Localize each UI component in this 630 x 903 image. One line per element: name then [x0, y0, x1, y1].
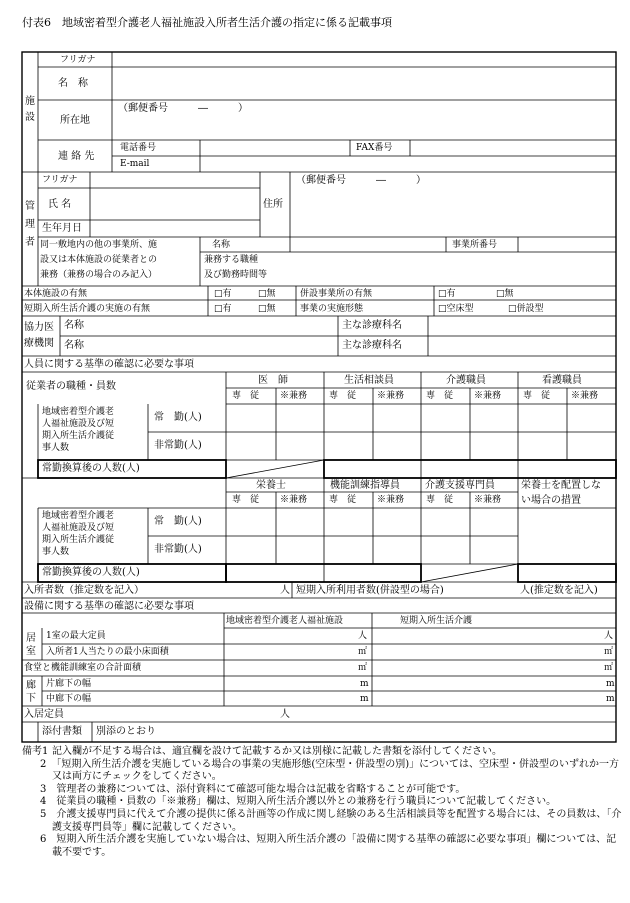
dining-unit-facility: ㎡ — [358, 663, 368, 673]
shortstay-no-checkbox[interactable]: □無 — [258, 304, 276, 314]
manager-name-label: 氏 名 — [48, 199, 72, 210]
dietitian-concurrent: ※兼務 — [280, 495, 308, 505]
caremgr-exclusive: 専 従 — [426, 495, 454, 505]
staff-header-label: 従業者の職種・員数 — [26, 381, 116, 392]
staff2-parttime-label: 非常勤(人) — [154, 544, 202, 555]
note-2: 「短期入所生活介護を実施している場合の事業の実施形態(空床型・併設型の別)」については、空床型・併設型のいずれか一方又は両方にチェックをしてください。 — [52, 758, 619, 783]
middle-unit-short: m — [606, 694, 615, 704]
staff1-facility-label-2: 人福祉施設及び短 — [42, 419, 115, 429]
counselor-concurrent: ※兼務 — [377, 391, 405, 401]
attach-value: 別添のとおり — [96, 726, 156, 737]
staff-section-title: 人員に関する基準の確認に必要な事項 — [24, 359, 194, 370]
annexed-checkbox[interactable]: □併設型 — [508, 304, 544, 314]
short-users-unit: 人(推定数を記入) — [520, 585, 598, 596]
facility-email-label: E-mail — [120, 159, 150, 169]
no-dietitian-label-2: い場合の措置 — [521, 495, 581, 506]
caremgr-concurrent: ※兼務 — [474, 495, 502, 505]
middle-corridor-label: 中廊下の幅 — [46, 694, 92, 704]
manager-section-label: 管理者 — [25, 201, 35, 248]
trainer-exclusive: 専 従 — [329, 495, 357, 505]
staff1-facility-label-4: 事人数 — [42, 443, 70, 453]
duty-label-2: 及び勤務時間等 — [204, 270, 268, 280]
medical-dept-label-1: 主な診療科名 — [342, 320, 402, 331]
short-users-label: 短期入所利用者数(併設型の場合) — [296, 585, 444, 596]
room-capacity-label: 1室の最大定員 — [46, 631, 106, 641]
staff1-parttime-label: 非常勤(人) — [154, 440, 202, 451]
caremgr-header: 介護支援専門員 — [425, 480, 495, 491]
medical-dept-label-2: 主な診療科名 — [342, 340, 402, 351]
annex-no-checkbox[interactable]: □無 — [496, 289, 514, 299]
medical-name-label-1: 名称 — [64, 320, 84, 331]
facility-furigana-label: フリガナ — [60, 55, 96, 65]
no-dietitian-label-1: 栄養士を配置しな — [521, 480, 601, 491]
staff1-fte-label: 常勤換算後の人数(人) — [42, 463, 140, 474]
note-6-number: 6 — [40, 834, 47, 846]
staff2-facility-label-2: 人福祉施設及び短 — [42, 523, 115, 533]
staff2-facility-label-3: 期入所生活介護従 — [42, 535, 115, 545]
note-5: 介護支援専門員に代えて介護の提供に係る計画等の作成に関し経験のある生活相談員等を配置する場合には、その員数は、「介護支援専門員等」欄に記載してください。 — [52, 808, 622, 833]
concurrent-label-2: 設又は本体施設の従業者との — [40, 255, 158, 265]
trainer-header: 機能訓練指導員 — [330, 480, 400, 491]
single-corridor-label: 片廊下の幅 — [46, 679, 92, 689]
room-cap-unit-facility: 人 — [358, 631, 368, 641]
staff1-fulltime-label: 常 勤(人) — [154, 412, 202, 423]
facility-name-label: 名 称 — [58, 78, 88, 89]
counselor-exclusive: 専 従 — [329, 391, 357, 401]
nurse-header: 看護職員 — [542, 375, 582, 386]
equipment-col-short: 短期入所生活介護 — [400, 616, 473, 626]
dining-label: 食堂と機能訓練室の合計面積 — [24, 663, 142, 673]
facility-address-label: 所在地 — [60, 115, 90, 126]
note-3-number: 3 — [40, 783, 47, 795]
manager-address-label: 住所 — [263, 199, 283, 210]
counselor-header: 生活相談員 — [344, 375, 394, 386]
single-unit-facility: m — [360, 679, 369, 689]
residents-unit: 人 — [280, 585, 290, 596]
medical-label-2: 療機関 — [24, 338, 54, 349]
manager-postal-field[interactable]: （郵便番号 ― ） — [296, 175, 426, 186]
care-concurrent: ※兼務 — [474, 391, 502, 401]
main-facility-yes-checkbox[interactable]: □有 — [214, 289, 232, 299]
room-area-unit-short: ㎡ — [604, 647, 614, 657]
medical-name-label-2: 名称 — [64, 340, 84, 351]
staff2-fulltime-label: 常 勤(人) — [154, 516, 202, 527]
residents-count-label: 入所者数（推定数を記入） — [24, 585, 144, 596]
facility-section-label: 施設 — [25, 96, 35, 123]
main-facility-label: 本体施設の有無 — [24, 289, 88, 299]
concurrent-label-1: 同一敷地内の他の事業所、施 — [40, 240, 158, 250]
note-4: 従業員の職種・員数の「※兼務」欄は、短期入所生活介護以外との兼務を行う職員について記載してください。 — [56, 796, 557, 808]
doctor-header: 医 師 — [258, 375, 288, 386]
note-1: 記入欄が不足する場合は、適宜欄を設けて記載するか又は別様に記載した書類を添付してください。 — [52, 746, 502, 757]
facility-postal-field[interactable]: （郵便番号 ― ） — [118, 103, 248, 114]
room-area-label: 入所者1人当たりの最小床面積 — [46, 647, 169, 657]
concurrent-name-label: 名称 — [212, 240, 231, 250]
dietitian-exclusive: 専 従 — [232, 495, 260, 505]
equipment-col-facility: 地域密着型介護老人福祉施設 — [226, 616, 344, 626]
note-2-number: 2 — [40, 758, 47, 770]
single-unit-short: m — [606, 679, 615, 689]
facility-fax-label: FAX番号 — [356, 143, 393, 153]
capacity-label: 入居定員 — [24, 709, 64, 720]
page-title: 付表6 地域密着型介護老人福祉施設入所者生活介護の指定に係る記載事項 — [22, 16, 392, 29]
staff2-facility-label-4: 事人数 — [42, 547, 70, 557]
staff1-facility-label-1: 地域密着型介護老 — [42, 407, 115, 417]
doctor-concurrent: ※兼務 — [280, 391, 308, 401]
dining-unit-short: ㎡ — [604, 663, 614, 673]
shortstay-yes-checkbox[interactable]: □有 — [214, 304, 232, 314]
facility-tel-label: 電話番号 — [120, 143, 157, 153]
concurrent-label-3: 兼務（兼務の場合のみ記入） — [40, 270, 158, 280]
note-5-number: 5 — [40, 808, 47, 820]
note-6: 短期入所生活介護を実施していない場合は、短期入所生活介護の「設備に関する基準の確認に必要な事項」欄については、記載不要です。 — [52, 834, 617, 858]
manager-furigana-label: フリガナ — [42, 175, 78, 185]
main-facility-no-checkbox[interactable]: □無 — [258, 289, 276, 299]
office-number-label: 事業所番号 — [452, 240, 498, 250]
care-exclusive: 専 従 — [426, 391, 454, 401]
room-area-unit-facility: ㎡ — [358, 647, 368, 657]
form-label: 事業の実施形態 — [300, 304, 364, 314]
note-4-number: 4 — [40, 796, 47, 808]
notes-section — [22, 746, 622, 859]
shortstay-label: 短期入所生活介護の実施の有無 — [24, 304, 151, 314]
room-cap-unit-short: 人 — [604, 631, 614, 641]
annex-yes-checkbox[interactable]: □有 — [438, 289, 456, 299]
doctor-exclusive: 専 従 — [232, 391, 260, 401]
notes-lead: 備考1 — [22, 746, 49, 757]
medical-label-1: 協力医 — [24, 322, 54, 333]
vacant-checkbox[interactable]: □空床型 — [438, 304, 474, 314]
room-label: 居室 — [26, 633, 36, 657]
note-3: 管理者の兼務については、添付資料にて確認可能な場合は記載を省略することが可能です。 — [56, 783, 466, 795]
attach-label: 添付書類 — [42, 726, 82, 737]
nurse-exclusive: 専 従 — [523, 391, 551, 401]
equipment-section-title: 設備に関する基準の確認に必要な事項 — [24, 601, 194, 612]
facility-contact-label: 連 絡 先 — [58, 151, 95, 162]
staff1-facility-label-3: 期入所生活介護従 — [42, 431, 115, 441]
annex-label: 併設事業所の有無 — [300, 289, 373, 299]
dietitian-header: 栄養士 — [256, 480, 286, 491]
care-header: 介護職員 — [446, 375, 486, 386]
duty-label-1: 兼務する職種 — [204, 255, 259, 265]
manager-birth-label: 生年月日 — [42, 223, 82, 234]
capacity-unit: 人 — [280, 709, 290, 720]
nurse-concurrent: ※兼務 — [571, 391, 599, 401]
corridor-label: 廊下 — [26, 680, 36, 704]
middle-unit-facility: m — [360, 694, 369, 704]
trainer-concurrent: ※兼務 — [377, 495, 405, 505]
staff2-fte-label: 常勤換算後の人数(人) — [42, 567, 140, 578]
staff2-facility-label-1: 地域密着型介護老 — [42, 511, 115, 521]
